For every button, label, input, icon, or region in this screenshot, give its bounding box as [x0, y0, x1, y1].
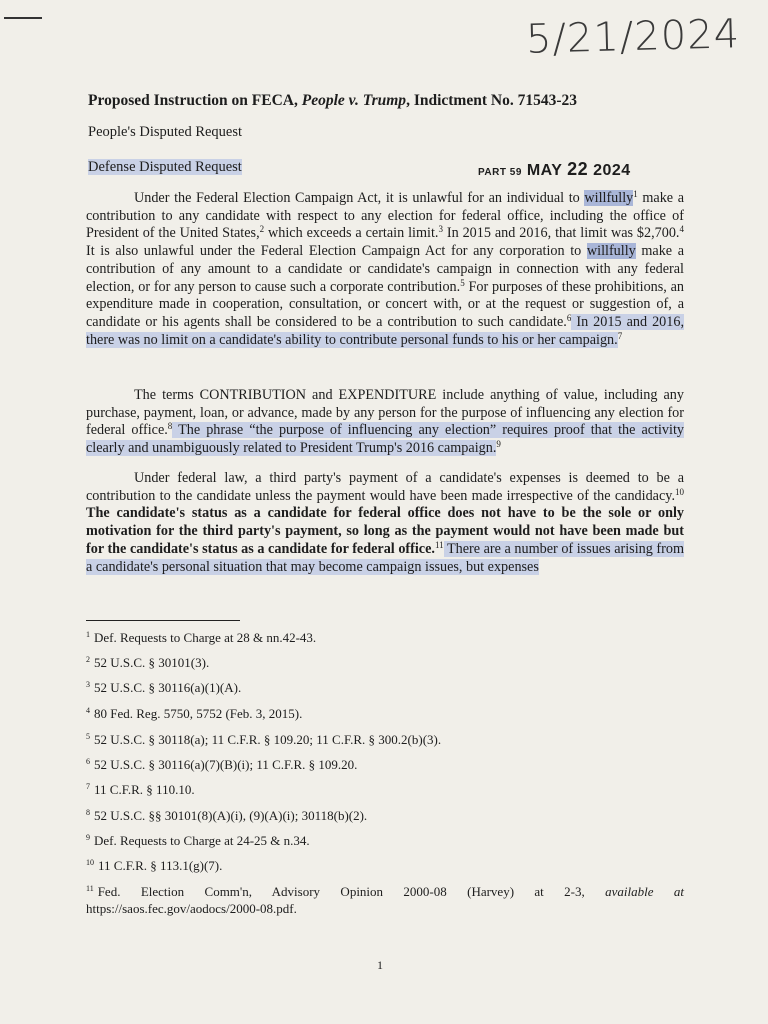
footnote-11 [86, 883, 684, 917]
title-prefix: Proposed Instruction on FECA, [88, 92, 302, 109]
fn-ref-8: 8 [167, 421, 173, 432]
scan-mark [4, 17, 42, 19]
document-title [88, 92, 577, 110]
footnote-text: Def. Requests to Charge at 28 & nn.42-43. [94, 630, 317, 645]
p3-text-b: The candidate's status as a candidate for federal office does not have to be the sole or only motivation for the third party's payment, so long as the payment would not have been made but for the candidate's status as a candidate for federal office. [86, 505, 684, 557]
fn-ref-7: 7 [617, 330, 623, 341]
footnote-10 [86, 858, 222, 874]
paragraph-1: Under the Federal Election Campaign Act, it is unlawful for an individual to willfully$^1$ make a contribution to any candidate with respect to any election for federal office, including the office of President of the United States,$^2$ which exceeds a certain limit.$^3$ In 2015 and 2016, that limit was $2,700.$^4$ It is also unlawful under the Federal Election Campaign Act for any corporation to willfully make a contribution of any amount to a candidate or candidate's campaign in connection with any federal election, or for any person to cause such a corporate contribution.$^5$ For purposes of these prohibitions, an expenditure made in cooperation, consultation, or concert with, or at the request or suggestion of, a candidate or his agents shall be considered to be a contribution to such candidate.$^6$ In 2015 and 2016, there was no limit on a candidate's ability to contribute personal funds to his or her campaign.$^7$ [86, 189, 684, 348]
footnote-num: 4 [86, 706, 90, 715]
p1-text-f: make a contribution of any amount to a candidate or candidate's campaign in connection with any federal election, or for any person to cause such a corporate contribution. [86, 243, 684, 295]
footnote-1 [86, 630, 316, 646]
footnote-num: 6 [86, 757, 90, 766]
fn-ref-10: 10 [675, 486, 684, 497]
footnote-text: 52 U.S.C. § 30101(3). [94, 655, 210, 670]
footnote-num: 5 [86, 732, 90, 741]
title-suffix: , Indictment No. 71543-23 [406, 92, 577, 109]
paragraph-3 [86, 470, 684, 576]
court-stamp [478, 159, 631, 180]
footnote-num: 8 [86, 808, 90, 817]
footnote-text: 11 C.F.R. § 110.10. [94, 782, 195, 797]
defense-request-wrap [88, 159, 242, 176]
footnote-text: 52 U.S.C. § 30116(a)(7)(B)(i); 11 C.F.R. § 109.20. [94, 757, 358, 772]
footnote-6 [86, 757, 357, 773]
footnote-text: 80 Fed. Reg. 5750, 5752 (Feb. 3, 2015). [94, 706, 303, 721]
highlight-p3-issues: There are a number of issues arising from a candidate's personal situation that may become campaign issues, but expenses [86, 540, 684, 575]
footnote-8 [86, 808, 367, 824]
p1-text-b: make a contribution to any candidate with respect to any election for federal office, including the office of President of the United States, [86, 190, 684, 242]
footnote-text: Fed. Election Comm'n, Advisory Opinion 2000-08 (Harvey) at 2-3, [97, 884, 606, 899]
people-request-label: People's Disputed Request [88, 124, 243, 140]
footnote-text: 11 C.F.R. § 113.1(g)(7). [98, 858, 223, 873]
p1-text-a: Under the Federal Election Campaign Act, it is unlawful for an individual to [134, 190, 585, 206]
fn-ref-9: 9 [496, 439, 501, 450]
stamp-day: 22 [567, 159, 589, 179]
page-number: 1 [377, 958, 383, 972]
highlight-p2-purpose: The phrase “the purpose of influencing any election” requires proof that the activity clearly and unambiguously related to President Trump's 2016 campaign. [86, 422, 684, 457]
footnote-url: https://saos.fec.gov/aodocs/2000-08.pdf. [86, 901, 297, 916]
defense-request-label: Defense Disputed Request [88, 159, 242, 175]
p1-text-e: It is also unlawful under the Federal Election Campaign Act for any corporation to [86, 243, 587, 260]
footnote-5 [86, 732, 441, 748]
fn-ref-4: 4 [679, 224, 684, 235]
footnote-4 [86, 706, 302, 722]
footnote-3 [86, 680, 241, 696]
stamp-year: 2024 [593, 162, 631, 179]
highlight-willfully-1: willfully [584, 190, 634, 206]
footnote-num: 2 [86, 655, 90, 664]
p2-text-a: The terms CONTRIBUTION and EXPENDITURE include anything of value, including any purchase, payment, loan, or advance, made by any person for the purpose of influencing any election for federal office. [86, 387, 684, 439]
footnote-num: 1 [86, 630, 90, 639]
fn-ref-3: 3 [438, 224, 443, 235]
highlight-p1-personal-funds: In 2015 and 2016, there was no limit on a candidate's ability to contribute personal funds to his or her campaign. [86, 313, 684, 348]
footnote-num: 9 [86, 833, 90, 842]
fn-ref-6: 6 [566, 312, 572, 323]
p3-text-a: Under federal law, a third party's payment of a candidate's expenses is deemed to be a contribution to the candidate unless the payment would have been made irrespective of the candidacy. [86, 470, 684, 504]
footnote-num: 7 [86, 782, 90, 791]
fn-ref-2: 2 [259, 224, 265, 235]
p1-text-g: For purposes of these prohibitions, an expenditure made in cooperation, consultation, or concert with, or at the request or suggestion of, a candidate or his agents shall be considered to be a contribution to such candidate. [86, 278, 684, 330]
handwritten-date: 5/21/2024 [525, 11, 741, 63]
paragraph-2 [86, 387, 684, 458]
footnote-num: 10 [86, 858, 94, 867]
footnote-available-at: available at [605, 884, 684, 899]
footnote-text: 52 U.S.C. §§ 30101(8)(A)(i), (9)(A)(i); 30118(b)(2). [94, 808, 368, 823]
stamp-part: PART 59 [478, 167, 522, 178]
footnote-divider [86, 620, 240, 621]
highlight-willfully-2: willfully [586, 243, 636, 260]
p1-text-c: which exceeds a certain limit. [264, 225, 439, 242]
footnote-text: 52 U.S.C. § 30118(a); 11 C.F.R. § 109.20; 11 C.F.R. § 300.2(b)(3). [94, 732, 442, 747]
footnote-9 [86, 833, 310, 849]
footnote-num: 3 [86, 680, 90, 689]
footnote-text: 52 U.S.C. § 30116(a)(1)(A). [94, 680, 242, 695]
footnote-num: 11 [86, 884, 94, 893]
p1-text-d: In 2015 and 2016, that limit was $2,700. [442, 225, 680, 242]
fn-ref-11: 11 [434, 539, 444, 550]
stamp-month: MAY [526, 162, 563, 179]
case-name: People v. Trump [301, 92, 407, 109]
footnote-2 [86, 655, 209, 671]
footnote-7 [86, 782, 195, 798]
footnote-text: Def. Requests to Charge at 24-25 & n.34. [94, 833, 310, 848]
fn-ref-5: 5 [460, 277, 465, 288]
